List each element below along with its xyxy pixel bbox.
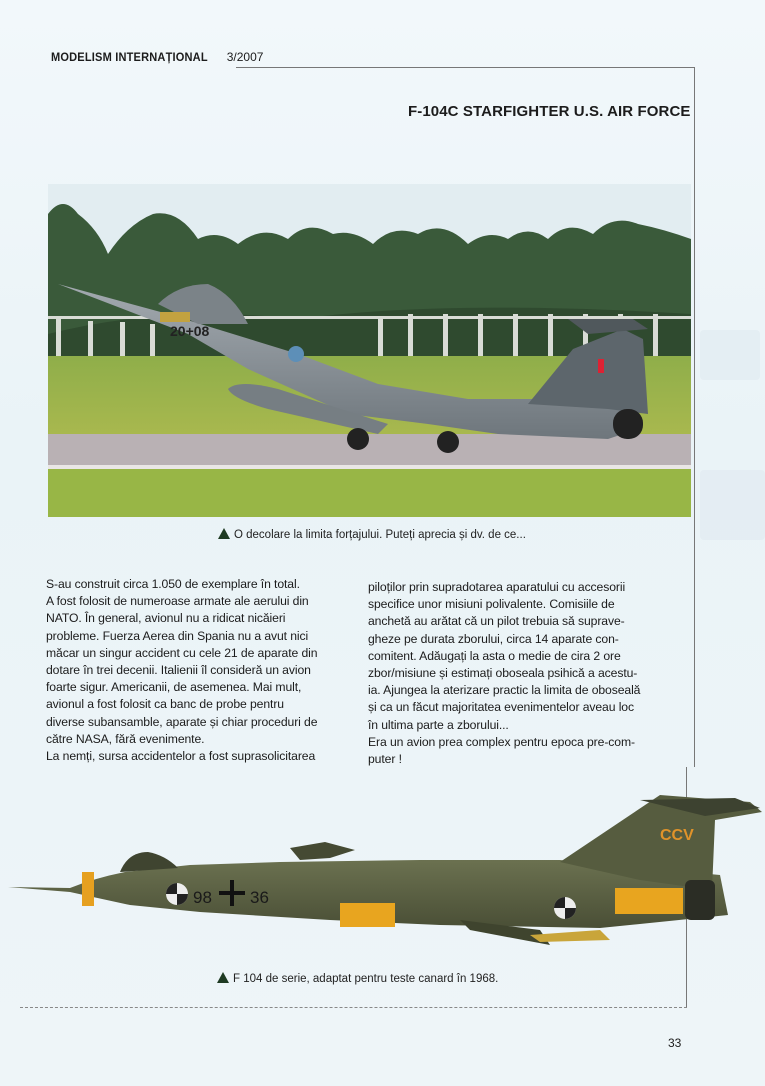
caption-triangle-icon	[217, 972, 229, 983]
frame-line-bottom	[20, 1007, 687, 1008]
svg-text:98: 98	[193, 888, 212, 907]
starfighter-canard-image	[0, 780, 765, 960]
text-line: probleme. Fuerza Aerea din Spania nu a avut nici	[46, 628, 309, 643]
bleed-through-ghost	[700, 470, 765, 540]
inflight-photo	[0, 780, 765, 960]
svg-text:CCV: CCV	[660, 827, 694, 844]
text-line: ia. Ajungea la aterizare practic la limita de oboseală	[368, 683, 641, 698]
starfighter-takeoff-image	[48, 184, 691, 517]
text-line: diverse subansamble, aparate și chiar proceduri de	[46, 714, 318, 729]
caption-top-photo	[218, 528, 526, 541]
text-line: puter !	[368, 752, 402, 767]
text-line: piloților prin supradotarea aparatului cu accesorii	[368, 580, 626, 594]
text-line: S-au construit circa 1.050 de exemplare în total.	[46, 577, 300, 591]
bleed-through-ghost	[700, 330, 760, 380]
text-line: NATO. În general, avionul nu a ridicat nicăieri	[46, 611, 286, 626]
text-line: avionul a fost folosit ca banc de probe pentru	[46, 697, 284, 712]
text-line: foarte sigur. Americanii, de asemenea. Mai mult,	[46, 680, 302, 695]
text-line: La nemți, sursa accidentelor a fost suprasolicitarea	[46, 749, 316, 764]
text-line: A fost folosit de numeroase armate ale aerului din	[46, 594, 309, 609]
text-line: anchetă au arătat că un pilot trebuia să suprave-	[368, 614, 625, 629]
text-line: și ca un făcut majoritatea evenimentelor aveau loc	[368, 700, 634, 715]
text-column-left	[46, 576, 346, 765]
caption-text: O decolare la limita forțajului. Puteți aprecia și dv. de ce...	[234, 529, 526, 541]
page-number: 33	[668, 1036, 682, 1050]
text-line: comitent. Adăugați la asta o medie de cira 2 ore	[368, 648, 621, 663]
svg-text:36: 36	[250, 888, 269, 907]
running-header	[51, 50, 263, 64]
text-line: în ultima parte a zborului...	[368, 717, 509, 732]
magazine-name: MODELISM INTERNAȚIONAL	[51, 50, 208, 64]
text-line: dotare în trei decenii. Italienii îl consideră un avion	[46, 663, 311, 678]
text-line: către NASA, fără evenimente.	[46, 731, 205, 746]
text-line: gheze pe durata zborului, circa 14 aparate con-	[368, 631, 619, 646]
text-line: Era un avion prea complex pentru epoca pre-com-	[368, 734, 635, 749]
issue-number: 3/2007	[226, 50, 264, 64]
frame-line-top	[236, 67, 694, 68]
caption-bottom-photo	[217, 972, 498, 985]
text-line: specifice unor misiuni polivalente. Comisiile de	[368, 597, 615, 612]
svg-text:20+08: 20+08	[170, 323, 210, 339]
text-column-right	[368, 579, 673, 768]
frame-line-right	[694, 67, 695, 767]
text-line: zbor/misiune și estimați oboseala psihică a acestu-	[368, 666, 638, 681]
takeoff-photo	[48, 184, 691, 517]
caption-triangle-icon	[218, 528, 230, 539]
caption-text: F 104 de serie, adaptat pentru teste canard în 1968.	[233, 973, 499, 985]
text-line: măcar un singur accident cu cele 21 de aparate din	[46, 645, 318, 660]
article-title: F-104C STARFIGHTER U.S. AIR FORCE	[408, 103, 691, 120]
